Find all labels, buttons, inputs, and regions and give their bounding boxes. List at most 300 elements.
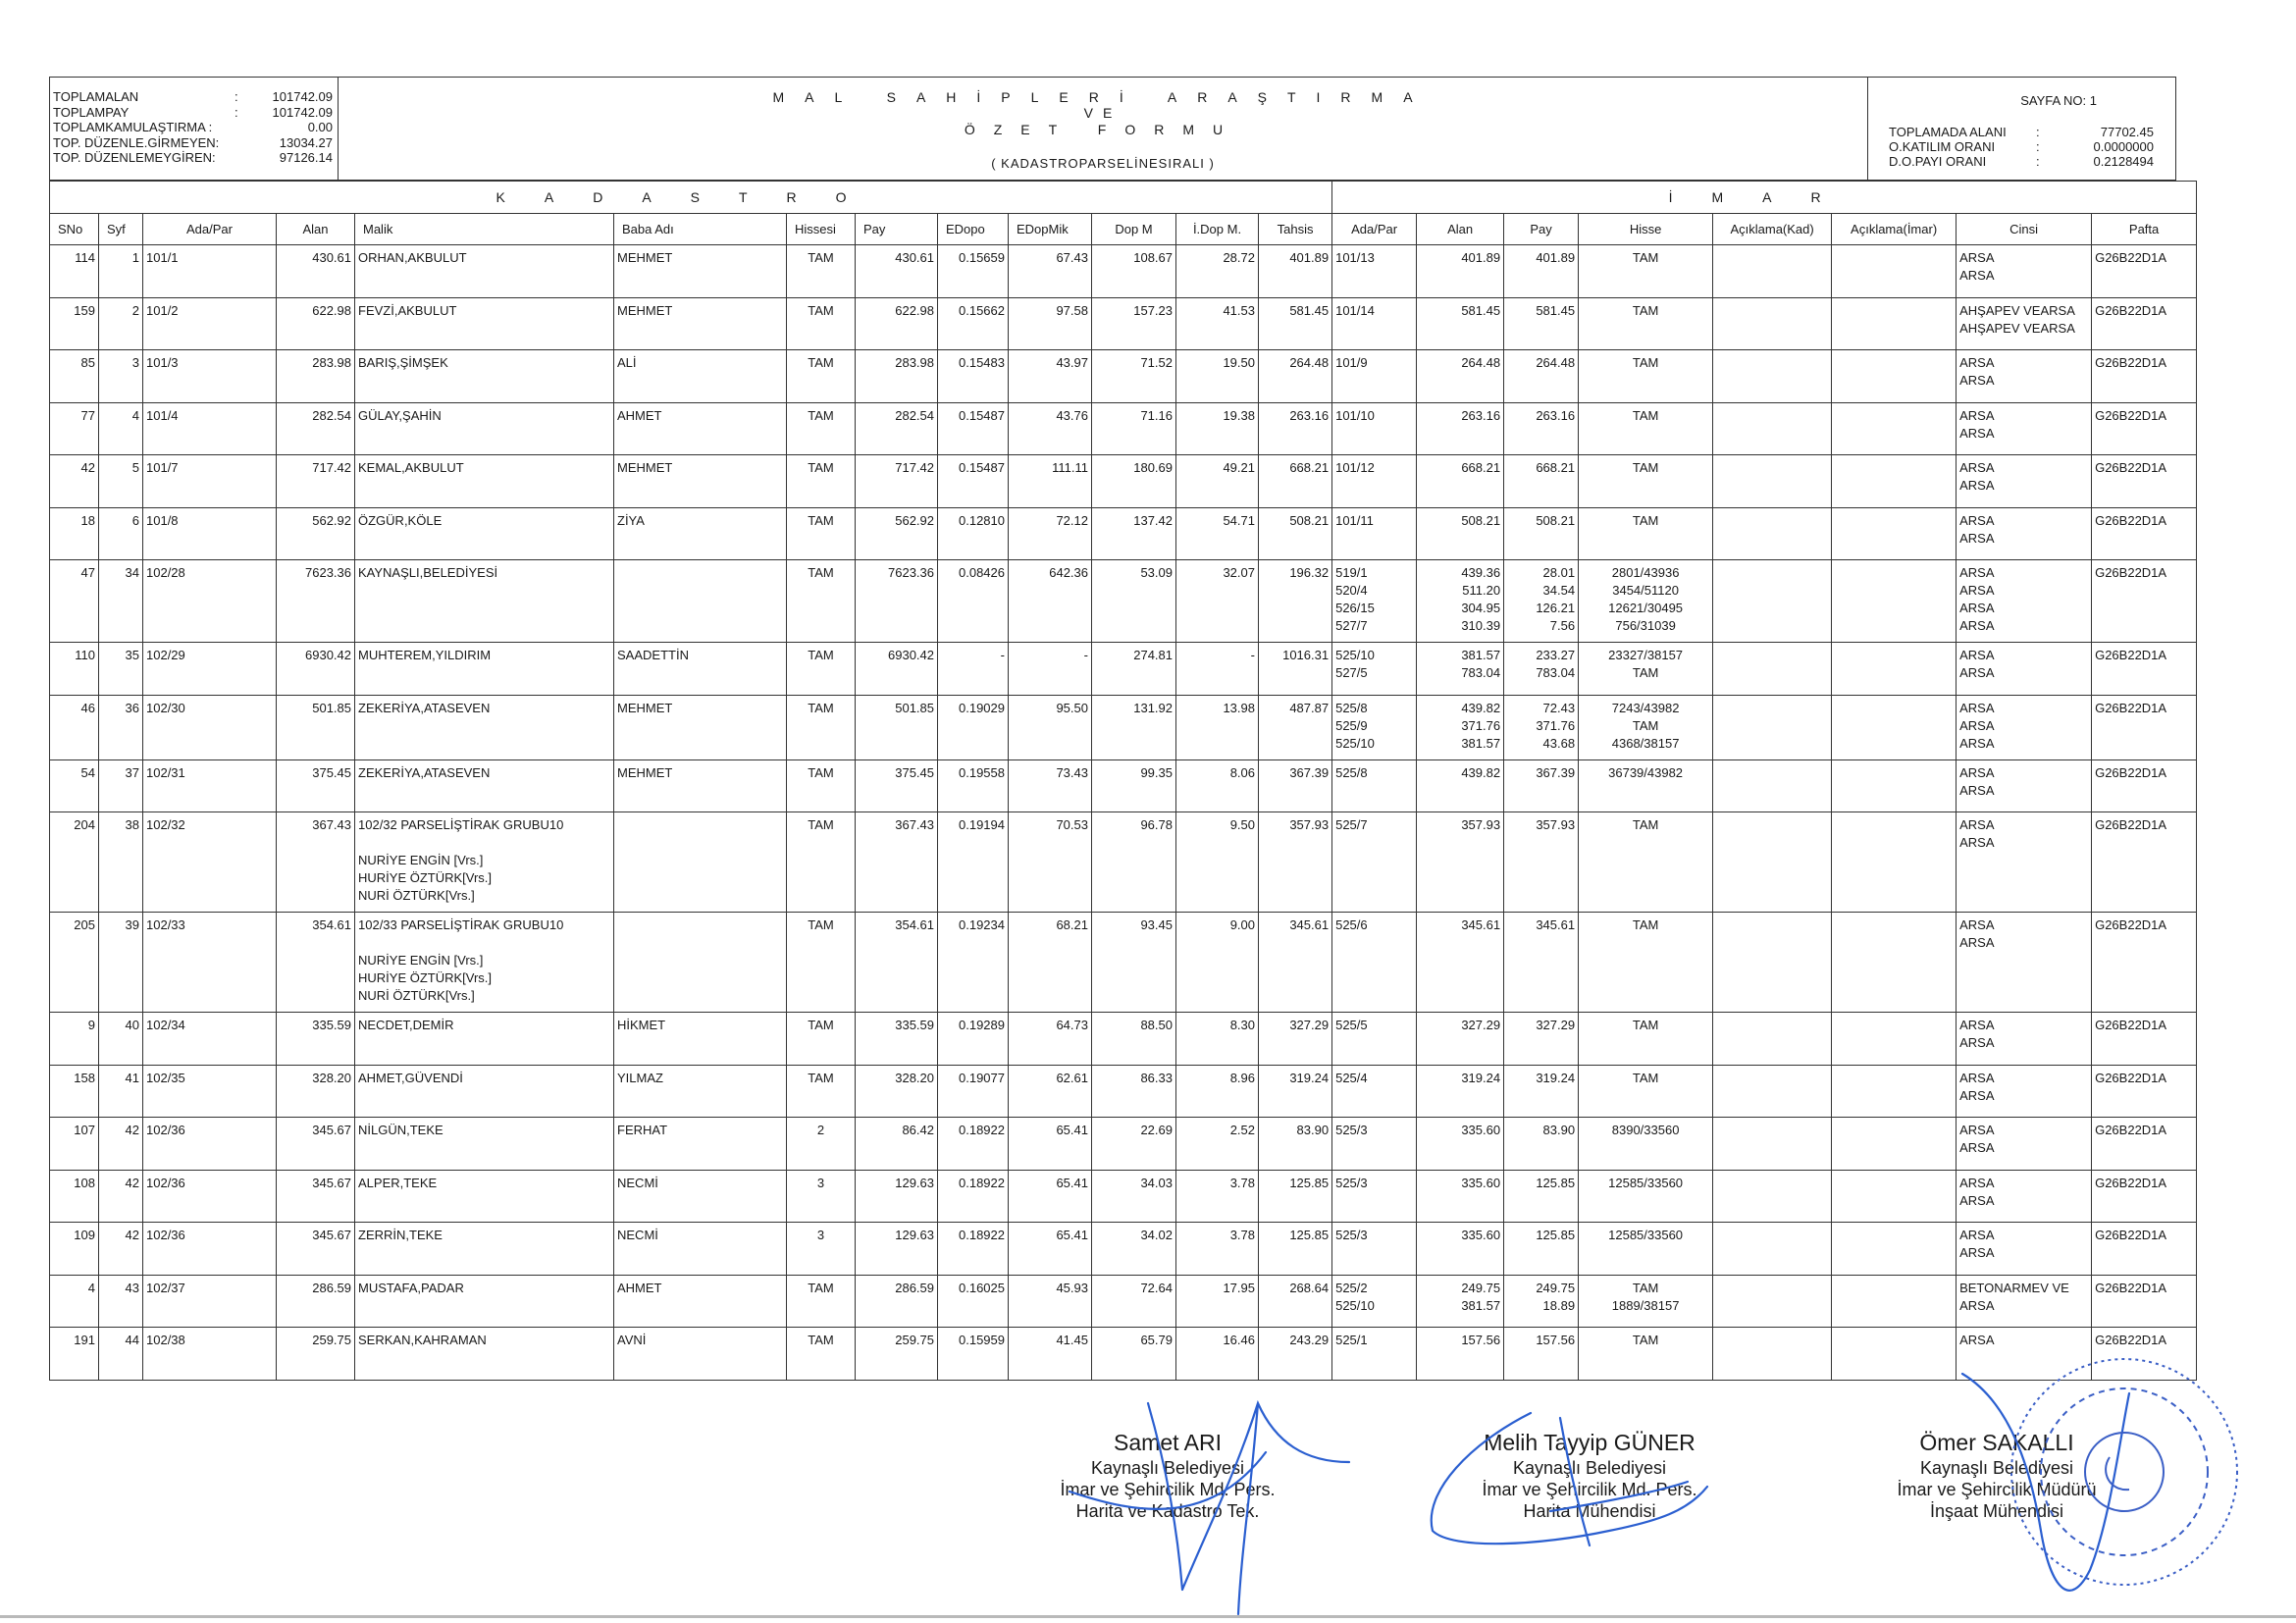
cell-idopm: 9.00 (1176, 913, 1259, 1013)
cell-syf: 1 (99, 245, 143, 298)
table-row (50, 1275, 2197, 1328)
cell-edopmik: 64.73 (1009, 1013, 1092, 1066)
cell-cinsi (1957, 350, 2092, 403)
cell-tahsis: 243.29 (1259, 1328, 1332, 1381)
cell-alan: 345.67 (277, 1223, 355, 1276)
cell-line: 12621/30495 (1608, 601, 1684, 615)
table-row (50, 507, 2197, 560)
total-value: 101742.09 (272, 104, 333, 120)
cell-line: 525/1 (1335, 1333, 1368, 1347)
cell-edopmik: 70.53 (1009, 812, 1092, 913)
column-header: EDopMik (1009, 214, 1092, 245)
ratio-value: 0.0000000 (2093, 139, 2154, 154)
column-header: Alan (1417, 214, 1504, 245)
cell-line: 345.61 (1536, 917, 1576, 932)
signatory-line3: İnşaat Mühendisi (1929, 1501, 2064, 1521)
cell-baba: MEHMET (614, 455, 787, 508)
cell-line: 525/3 (1335, 1175, 1368, 1190)
cell-edopo: 0.19077 (938, 1065, 1009, 1118)
cell-baba: ALİ (614, 350, 787, 403)
cell-line: 102/32 PARSELİŞTİRAK GRUBU10 (358, 817, 564, 832)
table-row (50, 297, 2197, 350)
cell-pay: 354.61 (856, 913, 938, 1013)
cell-alan: 345.67 (277, 1170, 355, 1223)
ratio-row (1889, 139, 2154, 154)
cell-adapar: 102/33 (143, 913, 277, 1013)
cell-adapar: 102/36 (143, 1118, 277, 1171)
cell-dopm: 22.69 (1092, 1118, 1176, 1171)
cell-cinsi (1957, 643, 2092, 696)
cell-sno: 85 (50, 350, 99, 403)
cell-sno: 205 (50, 913, 99, 1013)
cell-line: ARSA (1959, 512, 1995, 528)
table-row (50, 245, 2197, 298)
cell-line: 508.21 (1536, 512, 1576, 528)
cell-line: TAM (1632, 917, 1659, 932)
cell-edopmik: 67.43 (1009, 245, 1092, 298)
cell-ialan (1417, 1275, 1504, 1328)
column-header: Baba Adı (614, 214, 787, 245)
cell-syf: 40 (99, 1013, 143, 1066)
cell-pay: 335.59 (856, 1013, 938, 1066)
report-sheet (49, 77, 2176, 1381)
cell-cinsi (1957, 1118, 2092, 1171)
cell-tahsis: 581.45 (1259, 297, 1332, 350)
cell-line: ARSA (1959, 717, 1995, 733)
cell-line: 526/15 (1335, 601, 1375, 615)
column-header: Alan (277, 214, 355, 245)
signatory-line1: Kaynaşlı Belediyesi (1512, 1458, 1667, 1478)
cell-tahsis: 357.93 (1259, 812, 1332, 913)
cell-ipay (1504, 695, 1579, 759)
total-row (53, 105, 338, 121)
cell-akad (1713, 560, 1832, 643)
cell-ipay (1504, 913, 1579, 1013)
cell-line: 439.82 (1461, 764, 1501, 780)
cell-line: 304.95 (1461, 601, 1501, 615)
cell-adapar: 102/35 (143, 1065, 277, 1118)
cell-iada (1332, 695, 1417, 759)
cell-line: 527/7 (1335, 618, 1368, 633)
cell-dopm: 274.81 (1092, 643, 1176, 696)
signatory-name: Melih Tayyip GÜNER (1484, 1430, 1696, 1455)
cell-adapar: 101/1 (143, 245, 277, 298)
cell-malik (355, 643, 614, 696)
cell-ialan (1417, 560, 1504, 643)
cell-cinsi (1957, 913, 2092, 1013)
cell-alan: 501.85 (277, 695, 355, 759)
cell-cinsi (1957, 1223, 2092, 1276)
cell-line: 401.89 (1536, 250, 1576, 265)
cell-baba: NECMİ (614, 1170, 787, 1223)
cell-iada (1332, 245, 1417, 298)
cell-ipay (1504, 812, 1579, 913)
cell-line: ARSA (1959, 817, 1995, 832)
cell-adapar: 102/30 (143, 695, 277, 759)
cell-pay: 286.59 (856, 1275, 938, 1328)
cell-line: TAM (1632, 717, 1659, 733)
table-row (50, 1170, 2197, 1223)
cell-ihisse (1579, 1118, 1713, 1171)
total-value: 97126.14 (279, 150, 333, 165)
cell-dopm: 96.78 (1092, 812, 1176, 913)
signatory-line2: İmar ve Şehircilik Md. Pers. (1482, 1480, 1697, 1499)
cell-line: 401.89 (1461, 250, 1501, 265)
cell-ihisse (1579, 1013, 1713, 1066)
cell-dopm: 157.23 (1092, 297, 1176, 350)
cell-line (358, 834, 610, 852)
column-header: Dop M (1092, 214, 1176, 245)
column-header: Pay (856, 214, 938, 245)
cell-line: GÜLAY,ŞAHİN (358, 407, 442, 423)
total-label: TOP. DÜZENLEMEYGİREN: (53, 150, 216, 165)
ratio-sep: : (2036, 154, 2040, 169)
cell-ialan (1417, 1223, 1504, 1276)
cell-line: 157.56 (1536, 1333, 1576, 1347)
signature-block-melih (1428, 1428, 1751, 1522)
cell-baba: SAADETTİN (614, 643, 787, 696)
cell-idopm: 2.52 (1176, 1118, 1259, 1171)
ratio-label: O.KATILIM ORANI (1889, 139, 1996, 154)
cell-idopm: 3.78 (1176, 1223, 1259, 1276)
cell-line: ARSA (1959, 665, 1995, 680)
cell-edopo: 0.19234 (938, 913, 1009, 1013)
report-title-line2: VE (1083, 105, 1122, 121)
cell-aimar (1832, 1118, 1957, 1171)
cell-dopm: 137.42 (1092, 507, 1176, 560)
cell-syf: 42 (99, 1170, 143, 1223)
total-row (53, 135, 338, 151)
ratio-label: D.O.PAYI ORANI (1889, 154, 1987, 169)
cell-syf: 42 (99, 1118, 143, 1171)
cell-malik (355, 455, 614, 508)
cell-hisse: TAM (787, 402, 856, 455)
cell-ialan (1417, 297, 1504, 350)
cell-ihisse (1579, 643, 1713, 696)
cell-ipay (1504, 507, 1579, 560)
cell-aimar (1832, 1275, 1957, 1328)
cell-tahsis: 401.89 (1259, 245, 1332, 298)
cell-ipay (1504, 245, 1579, 298)
cell-edopo: 0.15487 (938, 455, 1009, 508)
cell-line: TAM (1632, 512, 1659, 528)
cell-baba (614, 812, 787, 913)
column-header: Pay (1504, 214, 1579, 245)
cell-edopo: 0.18922 (938, 1118, 1009, 1171)
table-row (50, 695, 2197, 759)
cell-baba: ZİYA (614, 507, 787, 560)
cell-ipay (1504, 1170, 1579, 1223)
cell-edopo: 0.15659 (938, 245, 1009, 298)
section-header-row (50, 182, 2197, 214)
ratio-label: TOPLAMADA ALANI (1889, 125, 2007, 139)
table-row (50, 643, 2197, 696)
cell-hisse: TAM (787, 350, 856, 403)
cell-pafta: G26B22D1A (2092, 245, 2197, 298)
cell-iada (1332, 350, 1417, 403)
cell-alan: 335.59 (277, 1013, 355, 1066)
cell-baba: AHMET (614, 1275, 787, 1328)
cell-line: 439.36 (1461, 565, 1501, 580)
cell-ihisse (1579, 1223, 1713, 1276)
section-imar: İMAR (1332, 182, 2197, 214)
cell-line: ARSA (1959, 460, 1995, 475)
cell-tahsis: 264.48 (1259, 350, 1332, 403)
cell-line: 371.76 (1461, 717, 1501, 733)
signatory-line3: Harita Mühendisi (1523, 1501, 1656, 1521)
cell-line: 381.57 (1461, 1297, 1501, 1313)
cell-cinsi (1957, 245, 2092, 298)
cell-line: 527/5 (1335, 665, 1368, 680)
cell-pay: 717.42 (856, 455, 938, 508)
cell-iada (1332, 643, 1417, 696)
cell-adapar: 101/3 (143, 350, 277, 403)
column-header: Malik (355, 214, 614, 245)
cell-line: 8390/33560 (1611, 1123, 1680, 1137)
cell-cinsi (1957, 507, 2092, 560)
cell-edopo: 0.19194 (938, 812, 1009, 913)
cell-line: ARSA (1959, 425, 1995, 441)
cell-line: 381.57 (1461, 735, 1501, 751)
cell-alan: 562.92 (277, 507, 355, 560)
cell-sno: 204 (50, 812, 99, 913)
cell-malik (355, 1328, 614, 1381)
signatory-line1: Kaynaşlı Belediyesi (1090, 1458, 1245, 1478)
total-value: 0.00 (307, 120, 333, 134)
cell-line: ARSA (1959, 735, 1995, 751)
column-header: Açıklama(İmar) (1832, 214, 1957, 245)
cell-alan: 367.43 (277, 812, 355, 913)
cell-alan: 622.98 (277, 297, 355, 350)
cell-pay: 622.98 (856, 297, 938, 350)
cell-line: ARSA (1959, 373, 1995, 388)
cell-pay: 501.85 (856, 695, 938, 759)
cell-line: 7243/43982 (1611, 700, 1680, 715)
cell-ialan (1417, 1170, 1504, 1223)
cell-ihisse (1579, 1328, 1713, 1381)
cell-ihisse (1579, 560, 1713, 643)
column-header: Ada/Par (1332, 214, 1417, 245)
cell-edopo: 0.19029 (938, 695, 1009, 759)
cell-edopmik: 72.12 (1009, 507, 1092, 560)
cell-syf: 34 (99, 560, 143, 643)
cell-line: 34.54 (1542, 583, 1576, 598)
total-row (53, 89, 338, 105)
cell-line: NURİ ÖZTÜRK[Vrs.] (358, 988, 475, 1003)
cell-hisse: TAM (787, 245, 856, 298)
cell-tahsis: 125.85 (1259, 1170, 1332, 1223)
cell-syf: 43 (99, 1275, 143, 1328)
cell-line: 83.90 (1542, 1123, 1576, 1137)
cell-hisse: TAM (787, 695, 856, 759)
cell-syf: 44 (99, 1328, 143, 1381)
cell-adapar: 102/36 (143, 1223, 277, 1276)
cell-pay: 283.98 (856, 350, 938, 403)
cell-pafta: G26B22D1A (2092, 913, 2197, 1013)
cell-akad (1713, 350, 1832, 403)
cell-pafta: G26B22D1A (2092, 812, 2197, 913)
cell-line: 783.04 (1461, 665, 1501, 680)
cell-sno: 18 (50, 507, 99, 560)
cell-syf: 2 (99, 297, 143, 350)
section-kadastro: KADASTRO (50, 182, 1332, 214)
cell-malik (355, 812, 614, 913)
cell-pay: 430.61 (856, 245, 938, 298)
cell-line: 264.48 (1461, 355, 1501, 370)
cell-line: ARSA (1959, 1192, 1995, 1208)
cell-tahsis: 345.61 (1259, 913, 1332, 1013)
cell-line: 335.60 (1461, 1123, 1501, 1137)
cell-line: 756/31039 (1615, 618, 1676, 633)
cell-idopm: 3.78 (1176, 1170, 1259, 1223)
cell-ialan (1417, 812, 1504, 913)
report-title-line1: MAL SAHİPLERİ ARAŞTIRMA (772, 89, 1434, 105)
cell-pafta: G26B22D1A (2092, 402, 2197, 455)
cell-line: 2801/43936 (1611, 565, 1680, 580)
cell-hisse: TAM (787, 643, 856, 696)
cell-dopm: 72.64 (1092, 1275, 1176, 1328)
cell-adapar: 102/34 (143, 1013, 277, 1066)
ratio-value: 0.2128494 (2093, 154, 2154, 169)
cell-edopmik: 642.36 (1009, 560, 1092, 643)
cell-ipay (1504, 1118, 1579, 1171)
cell-line: 1889/38157 (1611, 1297, 1680, 1313)
cell-idopm: 17.95 (1176, 1275, 1259, 1328)
cell-akad (1713, 1170, 1832, 1223)
cell-baba: MEHMET (614, 695, 787, 759)
cell-akad (1713, 402, 1832, 455)
cell-adapar: 102/31 (143, 759, 277, 812)
signatory-line1: Kaynaşlı Belediyesi (1919, 1458, 2074, 1478)
cell-malik (355, 1170, 614, 1223)
cell-aimar (1832, 560, 1957, 643)
cell-syf: 3 (99, 350, 143, 403)
cell-adapar: 101/2 (143, 297, 277, 350)
cell-aimar (1832, 1170, 1957, 1223)
cell-alan: 375.45 (277, 759, 355, 812)
cell-hisse: 3 (787, 1223, 856, 1276)
cell-akad (1713, 913, 1832, 1013)
cell-malik (355, 350, 614, 403)
cell-aimar (1832, 297, 1957, 350)
cell-line: ÖZGÜR,KÖLE (358, 512, 443, 528)
cell-aimar (1832, 1065, 1957, 1118)
cell-tahsis: 367.39 (1259, 759, 1332, 812)
cell-sno: 114 (50, 245, 99, 298)
cell-dopm: 71.52 (1092, 350, 1176, 403)
cell-ihisse (1579, 695, 1713, 759)
cell-edopo: 0.15662 (938, 297, 1009, 350)
cell-edopmik: 65.41 (1009, 1170, 1092, 1223)
cell-line: ARSA (1959, 268, 1995, 283)
cell-line: 12585/33560 (1608, 1175, 1684, 1190)
cell-line: NURİYE ENGİN [Vrs.] (358, 853, 484, 867)
cell-line: NECDET,DEMİR (358, 1018, 454, 1032)
cell-ialan (1417, 695, 1504, 759)
cell-ipay (1504, 455, 1579, 508)
cell-edopmik: 62.61 (1009, 1065, 1092, 1118)
cell-line: KAYNAŞLI,BELEDİYESİ (358, 565, 498, 580)
cell-idopm: 32.07 (1176, 560, 1259, 643)
cell-alan: 7623.36 (277, 560, 355, 643)
cell-line: ARSA (1959, 407, 1995, 423)
report-subtitle: ( KADASTROPARSELİNESIRALI ) (991, 156, 1215, 171)
table-row (50, 1223, 2197, 1276)
cell-alan: 328.20 (277, 1065, 355, 1118)
cell-aimar (1832, 643, 1957, 696)
cell-dopm: 65.79 (1092, 1328, 1176, 1381)
cell-akad (1713, 455, 1832, 508)
cell-edopo: 0.15483 (938, 350, 1009, 403)
cell-alan: 259.75 (277, 1328, 355, 1381)
cell-line: 381.57 (1461, 648, 1501, 662)
signatory-line2: İmar ve Şehircilik Md. Pers. (1060, 1480, 1276, 1499)
cell-baba: YILMAZ (614, 1065, 787, 1118)
cell-line: NİLGÜN,TEKE (358, 1123, 444, 1137)
cell-iada (1332, 1013, 1417, 1066)
cell-line: TAM (1632, 460, 1659, 475)
cell-cinsi (1957, 297, 2092, 350)
cell-edopmik: 97.58 (1009, 297, 1092, 350)
cell-pay: 375.45 (856, 759, 938, 812)
cell-syf: 37 (99, 759, 143, 812)
cell-iada (1332, 560, 1417, 643)
cell-idopm: 54.71 (1176, 507, 1259, 560)
cell-iada (1332, 812, 1417, 913)
ratio-row (1889, 125, 2154, 139)
cell-syf: 42 (99, 1223, 143, 1276)
cell-iada (1332, 1065, 1417, 1118)
cell-hisse: TAM (787, 812, 856, 913)
cell-hisse: TAM (787, 759, 856, 812)
cell-alan: 430.61 (277, 245, 355, 298)
cell-idopm: 8.30 (1176, 1013, 1259, 1066)
cell-line: 263.16 (1461, 407, 1501, 423)
cell-ipay (1504, 1223, 1579, 1276)
cell-sno: 109 (50, 1223, 99, 1276)
cell-line: TAM (1632, 1333, 1659, 1347)
cell-line: ARSA (1959, 355, 1995, 370)
cell-pay: 129.63 (856, 1170, 938, 1223)
cell-line: 345.61 (1461, 917, 1501, 932)
cell-ialan (1417, 245, 1504, 298)
cell-ialan (1417, 759, 1504, 812)
cell-pay: 562.92 (856, 507, 938, 560)
cell-line: 511.20 (1462, 583, 1501, 598)
cell-line: 43.68 (1542, 735, 1576, 751)
cell-idopm: 8.96 (1176, 1065, 1259, 1118)
cell-line: ARSA (1959, 935, 1995, 950)
cell-syf: 4 (99, 402, 143, 455)
cell-line: 102/33 PARSELİŞTİRAK GRUBU10 (358, 917, 564, 932)
cell-malik (355, 1275, 614, 1328)
cell-line: 28.01 (1542, 565, 1576, 580)
cell-sno: 108 (50, 1170, 99, 1223)
cell-ialan (1417, 1013, 1504, 1066)
cell-baba: NECMİ (614, 1223, 787, 1276)
column-header: Hissesi (787, 214, 856, 245)
cell-malik (355, 245, 614, 298)
cell-malik (355, 560, 614, 643)
cell-baba: MEHMET (614, 245, 787, 298)
cell-pafta: G26B22D1A (2092, 1275, 2197, 1328)
cell-edopo: 0.12810 (938, 507, 1009, 560)
cell-edopo: 0.08426 (938, 560, 1009, 643)
cell-aimar (1832, 402, 1957, 455)
cell-line: 72.43 (1542, 700, 1576, 715)
column-header: Pafta (2092, 214, 2197, 245)
cell-line: 519/1 (1335, 565, 1368, 580)
